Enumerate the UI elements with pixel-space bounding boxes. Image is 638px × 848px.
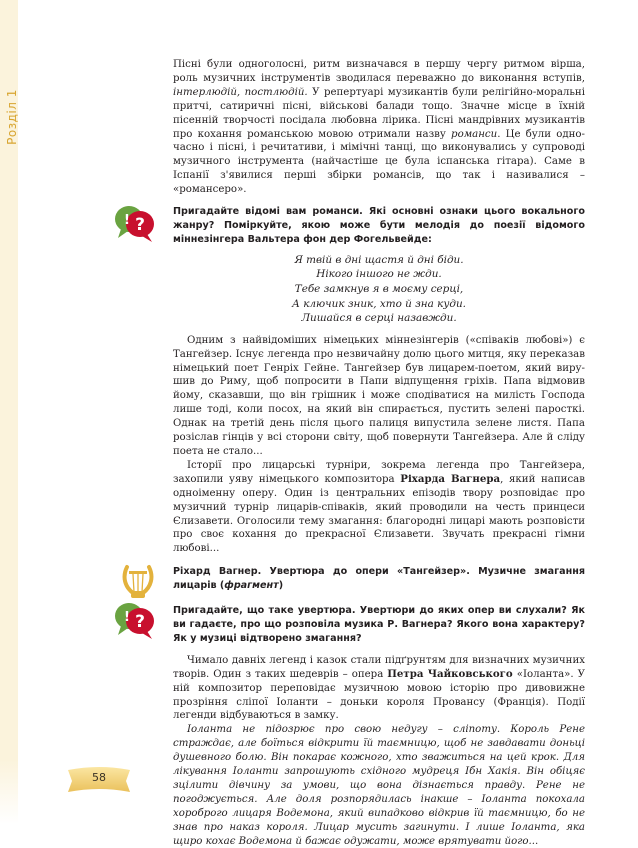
- poem: [173, 253, 585, 326]
- poem-line: А ключик зник, хто й зна куди.: [292, 297, 466, 310]
- text-run: ): [278, 580, 284, 592]
- composer-name: Ріхарда Вагнера: [400, 472, 501, 485]
- page-content: [124, 58, 585, 848]
- task-overture: [124, 604, 585, 646]
- text-run: Чимало давніх легенд і казок стали підґрунтям для визначних музичних творів. Один з таких шедеврів – опера: [173, 654, 585, 680]
- svg-text:?: ?: [135, 215, 145, 236]
- listening-item: [173, 565, 585, 593]
- svg-text:!: !: [124, 610, 130, 626]
- poem-line: Тебе замкнув я в моєму серці,: [294, 282, 464, 295]
- paragraph-iolanta-plot: Іоланта не підозрює про свою недугу – сліпоту. Король Рене страждає, але боїться відкрити їй таємницю, щоб не завдавати доньці душевного болю. Він покарає кожного, хто зважиться на цей крок. Для лікування Іоланти запрошують східного мудреця Ібн Хакія. Він обіцяє зцілити дівчину за умови, що вона дізнається правду. Рене не погоджується. Але доля розпорядилась інакше – Іоланта покохала хороброго лицаря Водемона, який випадково відкрив їй таємницю, бо не знав про наказ короля. Лицар мусить загинути. І лише Іоланта, яка щиро кохає Водемона й бажає одужати, може врятувати його...: [173, 724, 585, 847]
- paragraph-wagner: [173, 459, 585, 556]
- poem-line: Лишайся в серці назавжди.: [301, 312, 457, 325]
- text-run: Історії про лицарські турніри, зокрема легенда про Тангейзера, захопили уяву німецького композитора: [173, 459, 585, 485]
- text-run: . Це були одночасно і пісні, і речитативи, і мімічні танці, що виконувались у супроводі музичного інструмента (найчастіше це була іспанська гітара). Саме в Іспанії з'явилися перші збірки романсів, що так і називалися – «романсеро».: [173, 128, 585, 196]
- composer-name: Петра Чайковського: [387, 667, 513, 680]
- term-romance: романси: [451, 128, 498, 140]
- term-interlude: інтерлюдій,: [173, 86, 241, 98]
- task-text: Пригадайте, що таке увертюра. Увертюри до яких опер ви слухали? Як ви гадаєте, про що розповіла музика Р. Вагнера? Якого вона характеру? Як у музиці відтворено змагання?: [173, 605, 585, 644]
- page-number-ribbon: [64, 764, 134, 798]
- listening-text: [173, 565, 585, 593]
- text-run: Пісні були одноголосні, ритм визначався в першу чергу ритмом вірша, роль музичних інструментів зводилася переважно до виконання вступів,: [173, 59, 585, 84]
- task-text: Пригадайте відомі вам романси. Які основні ознаки цього вокального жанру? Поміркуйте, якою може бути мелодія до поезії відомого міннезінгера Вальтера фон дер Фогельвейде:: [173, 206, 585, 245]
- question-icon: [113, 201, 157, 245]
- chapter-label: Розділ 1: [5, 89, 19, 145]
- text-run: «Іоланта». У ній композитор переповідає музичною мовою історію про дивовижне прозріння сліпої Іоланти – доньки короля Провансу (Франція). Події легенди відбуваються в замку.: [173, 668, 585, 722]
- fragment-label: фрагмент: [224, 580, 279, 592]
- svg-text:!: !: [124, 213, 130, 229]
- text-run: , який написав одноіменну оперу. Один із центральних епізодів твору розповідає про музичний турнір лицарів-співаків, який проводили на честь принцеси Єлизавети. Оголосили тему змагання: благородні лицарі мають розповісти про своє кохання до прекрасної Єлизавети. Звучать прекрасні гімни любові...: [173, 473, 585, 555]
- chapter-sidebar: [0, 0, 18, 824]
- svg-text:?: ?: [135, 612, 145, 633]
- paragraph-iolanta: [173, 654, 585, 724]
- term-postlude: постлюдій.: [244, 86, 308, 98]
- task-romances: [124, 205, 585, 247]
- question-icon: [113, 598, 157, 642]
- poem-line: Нікого іншого не жди.: [316, 268, 442, 281]
- text-run: У репертуарі музикантів були релігійно-моральні притчі, сатиричні пісні, військові балади тощо. Значне місце в їхній пісенній творчості посідала любовна лірика. Пісні мандрівних музикантів про кохання романською мовою отримали назву: [173, 86, 585, 140]
- poem-line: Я твій в дні щастя й дні біди.: [294, 253, 464, 266]
- page-number: 58: [92, 771, 106, 784]
- paragraph-troubadours: [173, 58, 585, 197]
- text-run: Ріхард Вагнер. Увертюра до опери «Тангейзер». Музичне змагання лицарів (: [173, 566, 585, 592]
- paragraph-tannhauser-legend: Одним з найвідоміших німецьких міннезінгерів («співаків любові») є Тангейзер. Існує легенда про незвичайну долю цього митця, яку переказав німецький поет Генріх Гейне. Тангейзер був лицарем-поетом, який вирушив до Риму, щоб попросити в Папи відпущення гріхів. Папа відмовив йому, сказавши, що він грішник і може сподіватися на милість Господа лише тоді, коли посох, на який він спирається, пустить зелені паросткі. Однак на третій день після цього палиця випустила зелене листя. Папа розіслав гінців у всі сторони світу, щоб повернути Тангейзера. Але й сліду поета не стало...: [173, 334, 585, 457]
